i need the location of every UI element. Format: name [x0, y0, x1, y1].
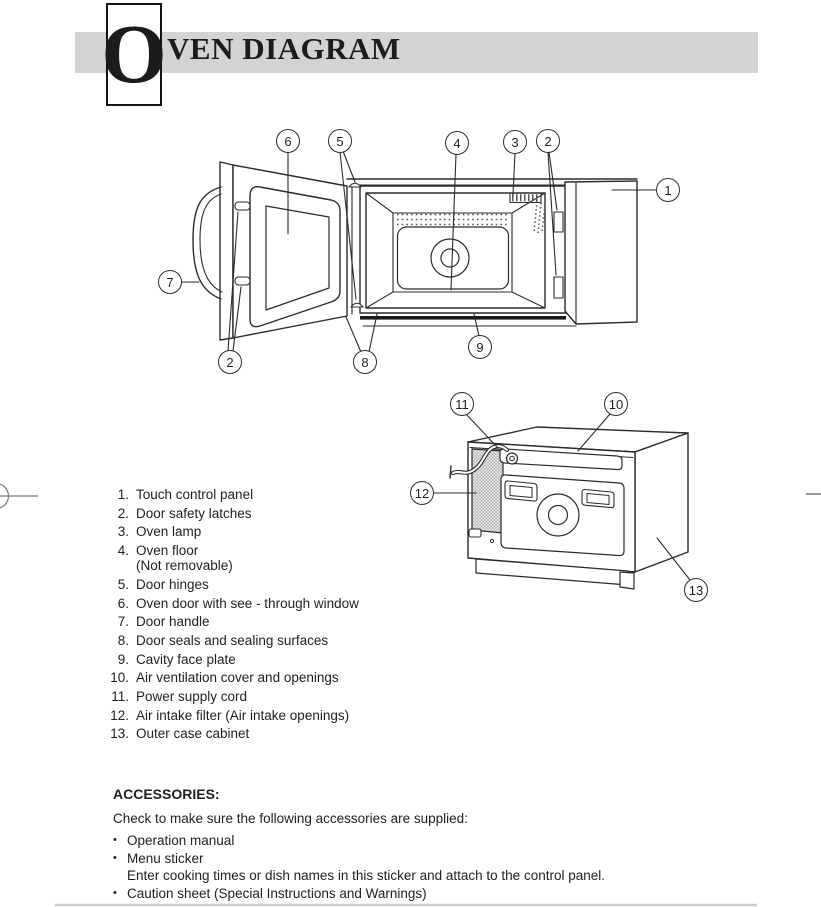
air-intake-filter	[472, 449, 503, 533]
parts-list-item	[105, 632, 359, 651]
parts-list-item	[105, 707, 359, 726]
part-label	[136, 542, 359, 576]
callout-3: 3	[503, 130, 527, 154]
parts-list-item	[105, 542, 359, 576]
accessories-section	[113, 786, 605, 902]
callout-13: 13	[684, 578, 708, 602]
filter-clip	[469, 529, 481, 537]
parts-list-item	[105, 613, 359, 632]
parts-list-item	[105, 651, 359, 670]
parts-list-item	[105, 595, 359, 614]
part-label: Door seals and sealing surfaces	[136, 632, 329, 648]
accessory-item	[113, 832, 605, 850]
part-number: 7.	[117, 614, 129, 630]
parts-list-item	[105, 486, 359, 505]
part-label: Door handle	[136, 614, 210, 630]
callout-7: 7	[158, 270, 182, 294]
parts-list-item	[105, 725, 359, 744]
part-number: 6.	[117, 595, 129, 611]
control-panel-drawing	[565, 181, 637, 324]
accessory-item	[113, 885, 605, 903]
accessories-intro: Check to make sure the following accessories are supplied:	[113, 811, 468, 826]
part-label: Touch control panel	[136, 487, 254, 502]
parts-list-item	[105, 505, 359, 524]
part-number: 9.	[117, 651, 129, 667]
part-label: Air ventilation cover and openings	[136, 670, 339, 686]
callout-2-bottom: 2	[218, 350, 242, 374]
parts-list-item	[105, 576, 359, 595]
parts-list-item	[105, 669, 359, 688]
part-number: 5.	[117, 576, 129, 592]
part-label-note: (Not removable)	[136, 557, 233, 573]
part-label: Door safety latches	[136, 505, 252, 521]
callout-5: 5	[328, 129, 352, 153]
part-label-text: Oven floor	[136, 543, 199, 559]
accessory-item	[113, 850, 605, 868]
part-number: 12.	[110, 707, 129, 723]
door-latch-lower	[235, 277, 250, 285]
callout-11: 11	[450, 392, 474, 416]
part-label: Air intake filter (Air intake openings)	[136, 707, 350, 723]
accessory-label: Menu sticker	[127, 850, 204, 866]
part-label: Oven door with see - through window	[136, 595, 359, 611]
callout-8: 8	[353, 350, 377, 374]
hinge-upper	[349, 183, 361, 187]
part-number: 2.	[117, 505, 129, 521]
callout-6: 6	[276, 129, 300, 153]
accessory-note: Enter cooking times or dish names in this sticker and attach to the control panel.	[127, 868, 605, 884]
front-view-drawing	[181, 151, 657, 352]
accessories-heading: ACCESSORIES:	[113, 786, 220, 802]
part-number: 13.	[110, 726, 129, 742]
side-face	[635, 433, 688, 572]
accessory-label: Caution sheet (Special Instructions and Warnings)	[127, 885, 427, 901]
parts-list	[105, 486, 359, 744]
callout-9: 9	[468, 335, 492, 359]
callout-1: 1	[656, 178, 680, 202]
part-label: Oven lamp	[136, 524, 202, 540]
door-latch-upper	[235, 202, 250, 210]
door-handle-inner	[200, 194, 222, 292]
bullet-icon: •	[113, 886, 117, 899]
part-label: Cavity face plate	[136, 651, 236, 667]
part-number: 10.	[110, 670, 129, 686]
back-panel	[501, 475, 624, 556]
callout-10: 10	[604, 392, 628, 416]
part-label: Outer case cabinet	[136, 726, 250, 742]
rear-view-drawing	[433, 414, 690, 589]
part-number: 11.	[111, 689, 129, 705]
accessory-label: Operation manual	[127, 833, 235, 848]
callout-2-top: 2	[536, 129, 560, 153]
oven-door-drawing	[193, 162, 363, 340]
base-foot	[620, 572, 634, 589]
part-number: 1.	[117, 487, 129, 502]
part-label: Power supply cord	[136, 689, 248, 705]
parts-list-item	[105, 688, 359, 707]
part-number: 4.	[117, 543, 129, 559]
bullet-icon: •	[113, 834, 117, 846]
part-number: 8.	[117, 632, 129, 648]
callout-12: 12	[410, 481, 434, 505]
part-number: 3.	[117, 524, 129, 540]
section-title: VEN DIAGRAM	[167, 31, 401, 66]
cord-grommet	[507, 453, 518, 464]
bullet-icon: •	[113, 851, 117, 864]
parts-list-item	[105, 523, 359, 542]
section-dropcap: O	[106, 3, 162, 106]
part-label: Door hinges	[136, 576, 209, 592]
callout-4: 4	[445, 131, 469, 155]
